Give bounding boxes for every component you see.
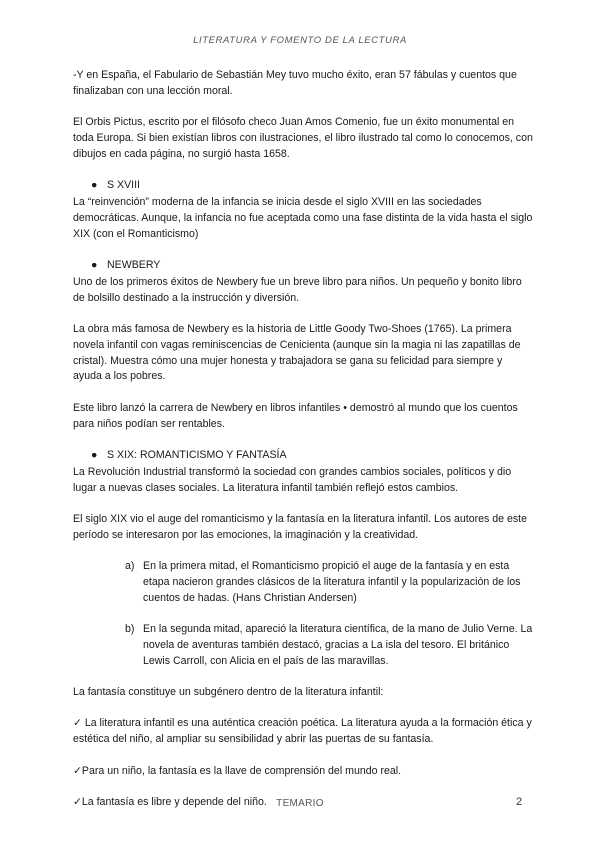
- section-heading-label: S XIX: ROMANTICISMO Y FANTASÍA: [107, 448, 287, 461]
- list-item: [125, 622, 533, 669]
- bullet-icon: ●: [91, 448, 98, 461]
- paragraph: La Revolución Industrial transformó la sociedad con grandes cambios sociales, políticos y dio lugar a nuevas clases sociales. La literatura infantil también reflejó estos cambios.: [73, 465, 512, 494]
- paragraph: La fantasía constituye un subgénero dentro de la literatura infantil:: [73, 686, 384, 699]
- list-item: [125, 559, 533, 606]
- bullet-icon: ●: [91, 179, 98, 192]
- paragraph: -Y en España, el Fabulario de Sebastián Mey tuvo mucho éxito, eran 57 fábulas y cuentos que finalizaban con una lección moral.: [73, 69, 517, 97]
- page-content: [73, 68, 533, 826]
- section-heading-label: S XVIII: [107, 179, 140, 192]
- page-header: LITERATURA Y FOMENTO DE LA LECTURA: [193, 35, 407, 46]
- list-marker: b): [125, 623, 135, 636]
- list-item-text: En la primera mitad, el Romanticismo propició el auge de la fantasía y en esta etapa nacieron grandes clásicos de la literatura infantil y la popularización de los cuentos de hadas. (Hans Christian Andersen): [143, 560, 521, 604]
- page-footer: TEMARIO: [276, 798, 324, 809]
- section-heading-label: NEWBERY: [107, 258, 161, 271]
- bullet-icon: ●: [91, 258, 98, 271]
- paragraph: ✓La fantasía es libre y depende del niño.: [73, 796, 267, 809]
- paragraph: La “reinvención” moderna de la infancia se inicia desde el siglo XVIII en las sociedades democráticas. Aunque, la infancia no fue aceptada como una fase distinta de la vida hasta el siglo XIX (con el Romanticismo): [73, 195, 533, 240]
- paragraph: Este libro lanzó la carrera de Newbery en libros infantiles • demostró al mundo que los cuentos para niños podían ser rentables.: [73, 401, 518, 430]
- section-heading: [91, 258, 533, 274]
- section-heading: [91, 448, 533, 464]
- list-item-text: En la segunda mitad, apareció la literatura científica, de la mano de Julio Verne. La novela de aventuras también destacó, gracias a La isla del tesoro. El británico Lewis Carroll, con Alicia en el país de las maravillas.: [143, 623, 533, 667]
- list-marker: a): [125, 560, 135, 573]
- paragraph: ✓Para un niño, la fantasía es la llave de comprensión del mundo real.: [73, 764, 402, 777]
- page-number: 2: [516, 796, 523, 808]
- section-heading: [91, 178, 533, 194]
- paragraph: El siglo XIX vio el auge del romanticismo y la fantasía en la literatura infantil. Los autores de este período se interesaron por las emociones, la imaginación y la creatividad.: [73, 512, 528, 541]
- paragraph: La obra más famosa de Newbery es la historia de Little Goody Two-Shoes (1765). La primera novela infantil con vagas reminiscencias de Cenicienta (aunque sin la magia ni las zapatillas de cristal). Muestra cómo una mujer honesta y trabajadora se gana su felicidad para siempre y ayuda a los pobres.: [73, 322, 521, 383]
- paragraph: ✓ La literatura infantil es una auténtica creación poética. La literatura ayuda a la formación ética y estética del niño, al ampliar su sensibilidad y abrir las puertas de su fantasía.: [73, 717, 532, 746]
- paragraph: El Orbis Pictus, escrito por el filósofo checo Juan Amos Comenio, fue un éxito monumental en toda Europa. Si bien existían libros con ilustraciones, el libro ilustrado tal como lo conocemos, con dibujos en cada página, no surgió hasta 1658.: [73, 116, 533, 160]
- paragraph: Uno de los primeros éxitos de Newbery fue un breve libro para niños. Un pequeño y bonito libro de bolsillo destinado a la instrucción y diversión.: [73, 275, 522, 304]
